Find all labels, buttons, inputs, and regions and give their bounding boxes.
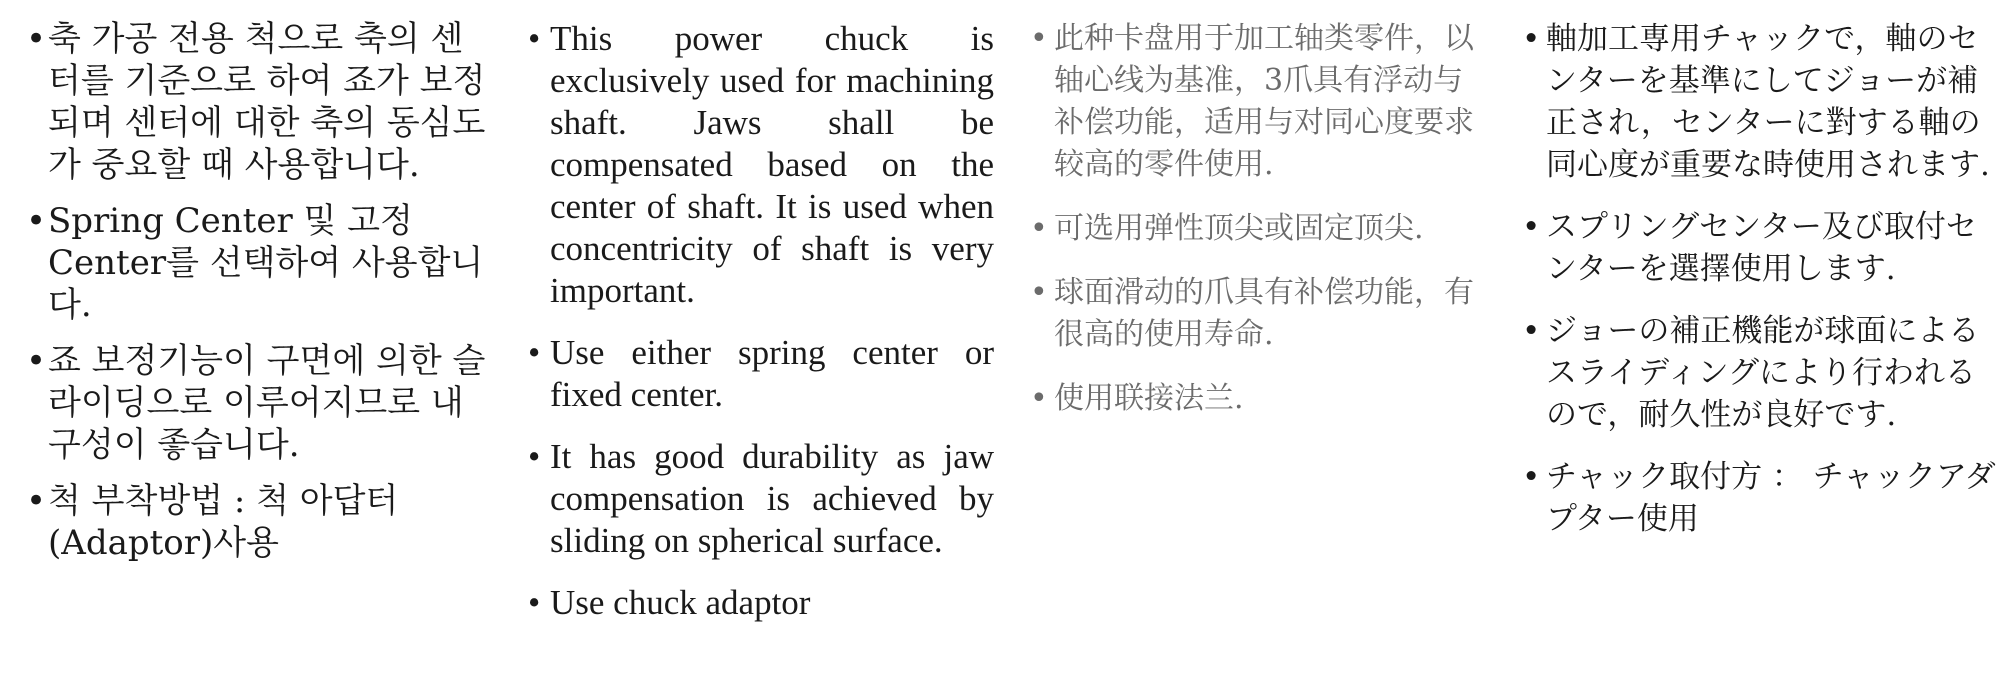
chinese-item-3 [1030,272,1480,356]
bullet-icon: • [1522,313,1541,349]
bullet-icon: • [1030,275,1048,310]
korean-column [16,18,496,578]
japanese-feature-list [1522,18,2002,540]
japanese-item-3 [1522,310,2002,436]
japanese-item-4 [1522,456,2002,540]
bullet-icon: • [528,437,541,476]
japanese-item-text: ジョーの補正機能が球面によるスライディングにより行われるので，耐久性が良好です. [1546,313,1980,433]
chinese-item-4 [1030,378,1480,420]
japanese-item-text: 軸加工専用チャックで，軸のセンターを基準にしてジョーが補正され，センターに對する軸の同心度が重要な時使用されます. [1546,21,1990,183]
english-item-4 [528,582,994,624]
bullet-icon: • [26,481,47,521]
chinese-item-text: 使用联接法兰. [1054,381,1244,416]
japanese-column [1522,18,2002,560]
korean-item-3 [16,340,496,466]
korean-item-text: 죠 보정기능이 구면에 의한 슬라이딩으로 이루어지므로 내구성이 좋습니다. [48,341,486,465]
japanese-item-1 [1522,18,2002,186]
chinese-item-2 [1030,208,1480,250]
korean-feature-list [16,18,496,564]
korean-item-text: Spring Center 및 고정 Center를 선택하여 사용합니다. [48,201,484,325]
english-item-1 [528,18,994,312]
chinese-item-text: 可选用弹性顶尖或固定顶尖. [1054,211,1424,246]
bullet-icon: • [1030,21,1048,56]
chinese-column [1030,18,1480,442]
chinese-item-text: 此种卡盘用于加工轴类零件，以轴心线为基准，3爪具有浮动与补偿功能，适用与对同心度要求较高的零件使用. [1054,21,1474,182]
japanese-item-text: スプリングセンター及び取付センターを選擇使用します. [1546,209,1977,287]
english-item-text: This power chuck is exclusively used for machining shaft. Jaws shall be compensated based on the center of shaft. It is used when concentricity of shaft is very important. [550,19,994,310]
korean-item-1 [16,18,496,186]
bullet-icon: • [26,201,47,241]
japanese-item-2 [1522,206,2002,290]
bullet-icon: • [1522,21,1541,57]
english-item-text: Use either spring center or fixed center. [550,333,994,414]
chinese-item-1 [1030,18,1480,186]
korean-item-text: 척 부착방법 : 척 아답터(Adaptor)사용 [48,481,399,563]
korean-item-4 [16,480,496,564]
bullet-icon: • [1522,459,1541,495]
bullet-icon: • [528,333,541,372]
bullet-icon: • [528,583,541,622]
bullet-icon: • [1030,211,1048,246]
bullet-icon: • [26,341,47,381]
korean-item-text: 축 가공 전용 척으로 축의 센터를 기준으로 하여 죠가 보정되며 센터에 대한 축의 동심도가 중요할 때 사용합니다. [48,19,486,185]
bullet-icon: • [528,19,541,58]
english-item-text: Use chuck adaptor [550,583,811,622]
bullet-icon: • [1522,209,1541,245]
english-feature-list [528,18,994,624]
english-item-2 [528,332,994,416]
bullet-icon: • [1030,381,1048,416]
english-item-text: It has good durability as jaw compensation is achieved by sliding on spherical surface. [550,437,994,560]
english-item-3 [528,436,994,562]
chinese-item-text: 球面滑动的爪具有补偿功能，有很高的使用寿命. [1054,275,1474,352]
chinese-feature-list [1030,18,1480,420]
english-column [528,18,994,644]
bullet-icon: • [26,19,47,59]
japanese-item-text: チャック取付方 ： チャックアダプター使用 [1546,459,1996,537]
korean-item-2 [16,200,496,326]
